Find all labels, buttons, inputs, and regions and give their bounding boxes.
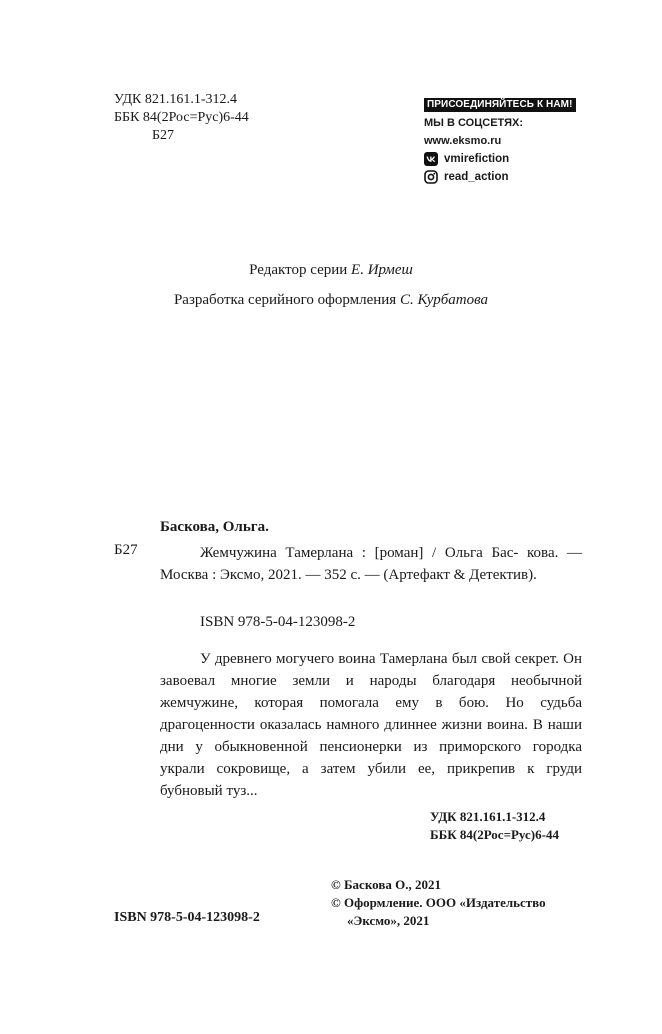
bbk-bold-code: ББК 84(2Рос=Рус)6-44	[430, 827, 559, 842]
social-block	[424, 94, 594, 186]
classification-bold-block	[430, 808, 559, 844]
entry-description-rest: кова. — Москва : Эксмо, 2021. — 352 с. — (Артефакт & Детектив).	[160, 545, 582, 583]
vk-icon	[424, 152, 438, 166]
udk-code: УДК 821.161.1-312.4	[114, 92, 238, 107]
series-editor-label: Редактор серии	[249, 262, 348, 278]
annotation	[160, 648, 582, 802]
series-editor-name: Е. Ирмеш	[351, 262, 413, 278]
instagram-handle: read_action	[444, 171, 509, 183]
entry-description	[160, 542, 582, 586]
instagram-row[interactable]	[424, 168, 594, 186]
udk-bold-code: УДК 821.161.1-312.4	[430, 809, 546, 824]
series-design-name: С. Курбатова	[399, 292, 489, 308]
entry-author-mark: Б27	[114, 542, 138, 558]
series-editor-line	[0, 262, 662, 279]
website-link[interactable]: www.eksmo.ru	[424, 135, 502, 147]
entry-description-line1: Жемчужина Тамерлана : [роман] / Ольга Бас-	[200, 545, 519, 561]
entry-author: Баскова, Ольга.	[160, 519, 269, 535]
vk-row[interactable]	[424, 150, 594, 168]
bbk-code: ББК 84(2Рос=Рус)6-44	[114, 110, 249, 125]
series-design-label: Разработка серийного оформления	[173, 292, 397, 308]
series-design-line	[0, 292, 662, 309]
author-mark-code: Б27	[152, 128, 175, 143]
annotation-text: У древнего могучего воина Тамерлана был свой секрет. Он завоевал многие земли и народы благодаря необычной жемчужине, которая помогала ему в бою. Но судьба драгоценности оказалась намного длиннее жизни воина. В наши дни у обыкновенной пенсионерки из приморского городка украли сокровище, а затем убили ее, прикрепив к груди бубновый туз...	[160, 651, 582, 799]
copyright-publisher: «Эксмо», 2021	[347, 913, 430, 928]
isbn-bold: ISBN 978-5-04-123098-2	[114, 910, 260, 925]
instagram-icon	[424, 170, 438, 184]
social-networks-label: МЫ В СОЦСЕТЯХ:	[424, 117, 524, 129]
classification-block	[114, 91, 249, 145]
vk-handle: vmirefiction	[444, 153, 510, 165]
copyright-design: © Оформление. ООО «Издательство	[331, 895, 546, 910]
entry-isbn: ISBN 978-5-04-123098-2	[200, 614, 356, 630]
copyright-block	[331, 876, 546, 930]
copyright-author: © Баскова О., 2021	[331, 877, 441, 892]
join-us-badge: ПРИСОЕДИНЯЙТЕСЬ К НАМ!	[424, 98, 576, 112]
